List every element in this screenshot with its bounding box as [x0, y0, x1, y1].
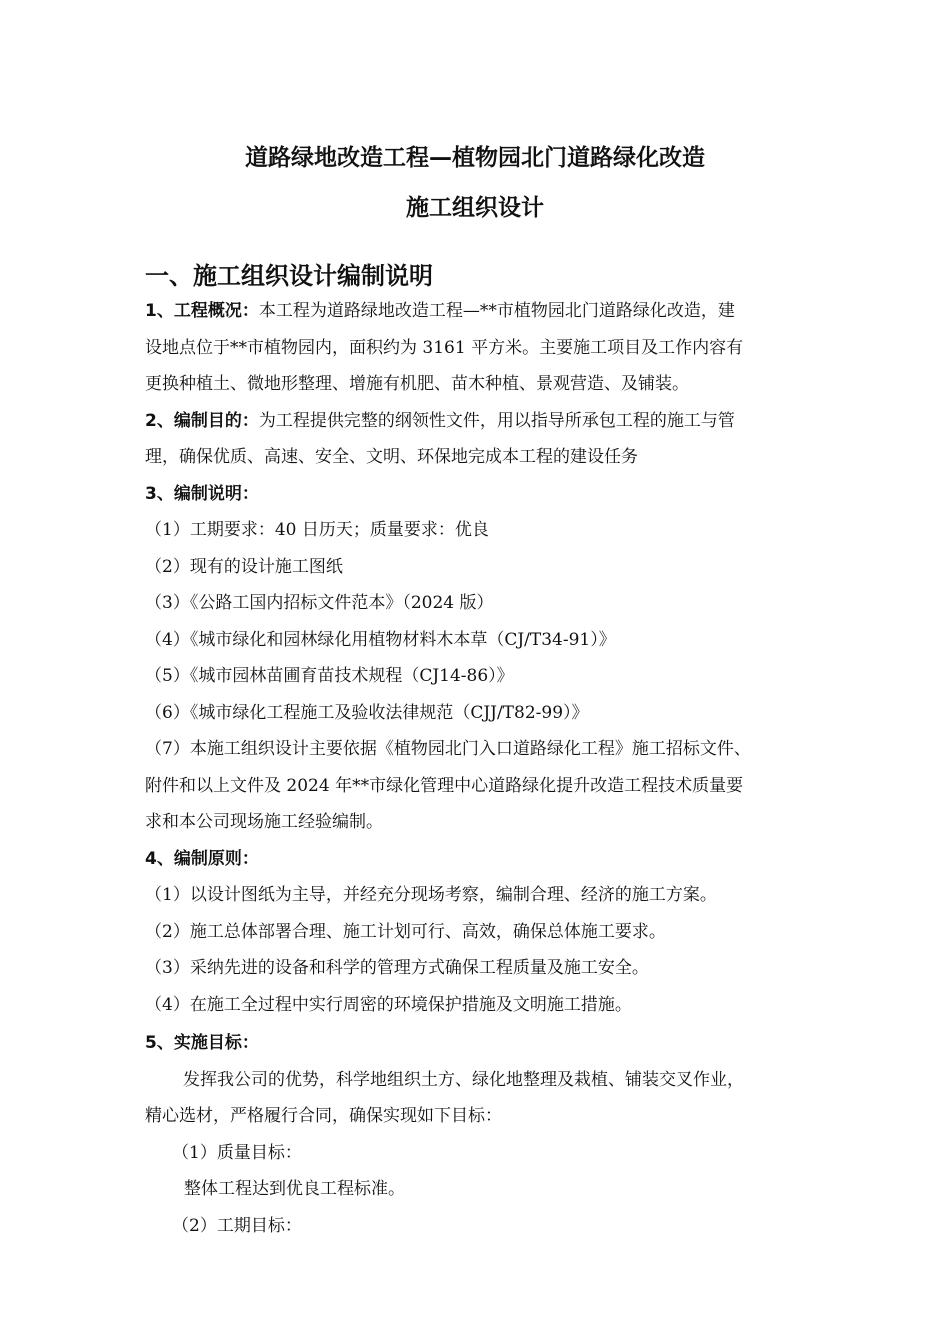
paragraph-line: 更换种植土、微地形整理、增施有机肥、苗木种植、景观营造、及铺装。 [145, 374, 689, 394]
list-item: （2）施工总体部署合理、施工计划可行、高效，确保总体施工要求。 [145, 922, 666, 942]
list-item: （4）《城市绿化和园林绿化用植物材料木本草（CJ/T34-91）》 [145, 630, 616, 650]
list-item: 求和本公司现场施工经验编制。 [145, 812, 383, 832]
paragraph-label: 2、编制目的： [145, 411, 259, 431]
paragraph-project-overview [145, 299, 825, 323]
list-item: 附件和以上文件及 2024 年**市绿化管理中心道路绿化提升改造工程技术质量要 [145, 776, 744, 796]
paragraph-purpose [145, 409, 825, 433]
paragraph-text: 本工程为道路绿地改造工程—**市植物园北门道路绿化改造，建 [258, 301, 735, 321]
list-item: （2）工期目标： [172, 1216, 302, 1236]
paragraph-line: 整体工程达到优良工程标准。 [184, 1179, 405, 1199]
document-subtitle: 施工组织设计 [406, 195, 544, 221]
list-item: （3）《公路工国内招标文件范本》（2024 版） [145, 593, 494, 613]
list-item: （7）本施工组织设计主要依据《植物园北门入口道路绿化工程》施工招标文件、 [145, 739, 751, 759]
paragraph-label: 1、工程概况： [145, 301, 259, 321]
list-item: （1）以设计图纸为主导，并经充分现场考察，编制合理、经济的施工方案。 [145, 885, 717, 905]
list-item: （6）《城市绿化工程施工及验收法律规范（CJJ/T82-99）》 [145, 703, 589, 723]
paragraph-text: 为工程提供完整的纲领性文件，用以指导所承包工程的施工与管 [258, 411, 735, 431]
list-item: （5）《城市园林苗圃育苗技术规程（CJ14-86）》 [145, 666, 514, 686]
list-item: （4）在施工全过程中实行周密的环境保护措施及文明施工措施。 [145, 995, 632, 1015]
document-title: 道路绿地改造工程—植物园北门道路绿化改造 [245, 145, 705, 171]
list-item: （1）工期要求：40 日历天；质量要求：优良 [145, 520, 489, 540]
paragraph-line: 发挥我公司的优势，科学地组织土方、绿化地整理及栽植、铺装交叉作业， [183, 1070, 744, 1090]
paragraph-label: 4、编制原则： [145, 849, 259, 869]
paragraph-line: 理，确保优质、高速、安全、文明、环保地完成本工程的建设任务 [145, 447, 638, 467]
paragraph-label: 5、实施目标： [145, 1033, 259, 1053]
paragraph-label: 3、编制说明： [145, 484, 259, 504]
list-item: （1）质量目标： [172, 1143, 302, 1163]
section-heading: 一、施工组织设计编制说明 [145, 262, 433, 290]
list-item: （3）采纳先进的设备和科学的管理方式确保工程质量及施工安全。 [145, 958, 649, 978]
list-item: （2）现有的设计施工图纸 [145, 557, 343, 577]
paragraph-line: 设地点位于**市植物园内，面积约为 3161 平方米。主要施工项目及工作内容有 [145, 338, 744, 358]
paragraph-line: 精心选材，严格履行合同，确保实现如下目标： [145, 1106, 502, 1126]
